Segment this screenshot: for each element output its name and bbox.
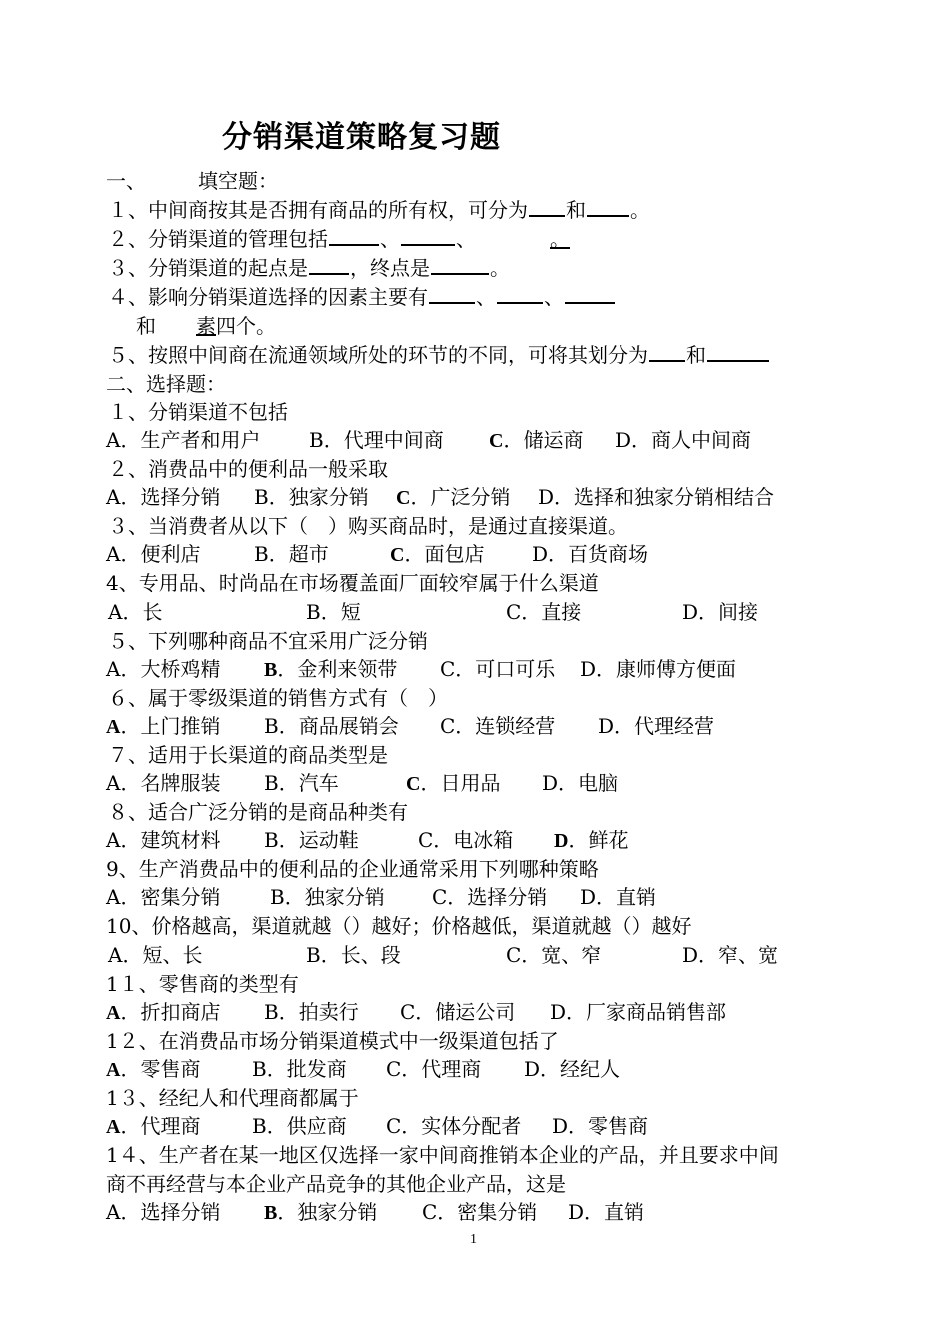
option-b — [264, 655, 440, 684]
option-text: ．代理商 — [120, 1114, 201, 1138]
option-a: A．密集分销 — [106, 885, 221, 909]
option-letter: C — [489, 430, 504, 452]
option-d: D．选择和独家分销相结合 — [538, 485, 775, 509]
q-text: 素 — [196, 314, 216, 338]
choice-question-1: １、分销渠道不包括 — [108, 400, 288, 424]
option-c: C．电冰箱 — [418, 828, 514, 852]
blank — [309, 255, 349, 275]
choice-options-10 — [108, 941, 778, 969]
fill-question-1 — [108, 196, 650, 224]
option-d: D．电脑 — [542, 771, 619, 795]
choice-options-5 — [106, 655, 736, 684]
choice-question-2: ２、消费品中的便利品一般采取 — [108, 457, 388, 481]
choice-question-11: 1１、零售商的类型有 — [106, 972, 299, 996]
q-text: ，终点是 — [350, 256, 430, 280]
option-c: C．储运公司 — [400, 1000, 516, 1024]
choice-options-13 — [106, 1112, 648, 1141]
option-d: D．代理经营 — [598, 714, 715, 738]
option-d: D．直销 — [580, 885, 657, 909]
q-text: 。 — [630, 198, 650, 222]
option-c: C．代理商 — [386, 1057, 482, 1081]
fill-question-4 — [108, 283, 616, 311]
option-text: ．独家分销 — [277, 1200, 378, 1224]
option-d: D．直销 — [568, 1200, 645, 1224]
fill-question-3 — [108, 254, 510, 282]
blank — [649, 342, 685, 362]
option-a — [106, 1055, 252, 1084]
option-c: C．选择分销 — [432, 885, 548, 909]
section1-heading — [106, 167, 278, 195]
q-text: 、 — [544, 285, 564, 309]
option-b: B．运动鞋 — [264, 828, 359, 852]
q-text: 和 — [686, 343, 706, 367]
blank — [529, 197, 565, 217]
option-b: B．代理中间商 — [309, 428, 444, 452]
choice-options-1 — [106, 426, 751, 455]
choice-options-14 — [106, 1198, 644, 1227]
option-text: ．储运商 — [503, 428, 584, 452]
choice-options-8 — [106, 826, 628, 855]
fill-question-5 — [108, 341, 770, 369]
option-a: A．大桥鸡精 — [106, 657, 221, 681]
option-d: D．窄、宽 — [682, 943, 779, 967]
choice-question-5: ５、下列哪种商品不宜采用广泛分销 — [108, 629, 428, 653]
option-letter: D — [554, 830, 569, 852]
option-b: B．长、段 — [306, 943, 401, 967]
option-b: B．拍卖行 — [264, 1000, 359, 1024]
choice-options-2 — [106, 483, 774, 512]
option-a: A．短、长 — [108, 943, 203, 967]
option-b: B．汽车 — [264, 771, 339, 795]
page-number: 1 — [470, 1232, 477, 1247]
option-text: ．金利来领带 — [277, 657, 398, 681]
choice-options-7 — [106, 769, 618, 798]
option-a: A．建筑材料 — [106, 828, 221, 852]
option-c: C．连锁经营 — [440, 714, 556, 738]
q-text: ４、影响分销渠道选择的因素主要有 — [108, 285, 428, 309]
blank — [587, 197, 629, 217]
blank — [429, 284, 475, 304]
q-text: 。 — [550, 227, 570, 251]
option-d: D．间接 — [682, 600, 759, 624]
q-text: ２、分销渠道的管理包括 — [108, 227, 328, 251]
option-text: ．鲜花 — [568, 828, 629, 852]
option-c: C．密集分销 — [422, 1200, 538, 1224]
option-c — [406, 769, 542, 798]
q-text: １、中间商按其是否拥有商品的所有权，可分为 — [108, 198, 528, 222]
choice-options-12 — [106, 1055, 620, 1084]
choice-question-8: ８、适合广泛分销的是商品种类有 — [108, 800, 408, 824]
option-c: C．宽、窄 — [506, 943, 602, 967]
choice-question-14: 1４、生产者在某一地区仅选择一家中间商推销本企业的产品，并且要求中间 — [106, 1143, 779, 1167]
choice-question-10: 10、价格越高，渠道就越（）越好；价格越低，渠道就越（）越好 — [106, 914, 692, 938]
option-letter: A — [106, 1059, 121, 1081]
option-a — [106, 712, 264, 741]
q-text: 。 — [490, 256, 510, 280]
option-b: B．短 — [306, 600, 361, 624]
blank — [431, 255, 489, 275]
option-b — [264, 1198, 422, 1227]
choice-options-9 — [106, 883, 656, 911]
option-b: B．批发商 — [252, 1057, 347, 1081]
blank — [497, 284, 543, 304]
option-text: ．广泛分销 — [410, 485, 511, 509]
blank — [329, 226, 379, 246]
option-letter: A — [106, 1116, 121, 1138]
choice-question-12: 1２、在消费品市场分销渠道模式中一级渠道包括了 — [106, 1029, 559, 1053]
option-letter: C — [406, 773, 421, 795]
option-b: B．超市 — [254, 542, 329, 566]
fill-question-2 — [108, 225, 578, 253]
option-a: A．生产者和用户 — [106, 428, 261, 452]
document-title: 分销渠道策略复习题 — [222, 120, 501, 155]
q-text: 和 — [566, 198, 586, 222]
choice-question-3: ３、当消费者从以下（ ）购买商品时，是通过直接渠道。 — [108, 514, 628, 538]
underlined-text — [156, 314, 216, 338]
option-letter: C — [390, 544, 405, 566]
option-a: A．便利店 — [106, 542, 201, 566]
choice-options-11 — [106, 998, 726, 1027]
q-text: 四个。 — [216, 314, 276, 338]
option-b: B．独家分销 — [254, 485, 369, 509]
option-c — [396, 483, 538, 512]
option-b: B．供应商 — [252, 1114, 347, 1138]
option-c: C．可口可乐 — [440, 657, 556, 681]
fill-question-4-cont — [136, 312, 276, 340]
underlined-blank — [476, 227, 578, 251]
option-d: D．商人中间商 — [615, 428, 752, 452]
option-text: ．零售商 — [120, 1057, 201, 1081]
option-a — [106, 998, 264, 1027]
q-text: 、 — [456, 227, 476, 251]
option-a — [106, 1112, 252, 1141]
choice-options-3 — [106, 540, 648, 569]
section1-label: 填空题： — [198, 169, 278, 193]
option-letter: A — [106, 716, 121, 738]
option-b: B．独家分销 — [270, 885, 385, 909]
option-c: C．直接 — [506, 600, 582, 624]
choice-question-13: 1３、经纪人和代理商都属于 — [106, 1086, 359, 1110]
option-d: D．百货商场 — [532, 542, 649, 566]
option-d: D．经纪人 — [524, 1057, 621, 1081]
option-b: B．商品展销会 — [264, 714, 399, 738]
choice-options-4 — [108, 598, 758, 626]
q-text: 、 — [380, 227, 400, 251]
blank — [565, 284, 615, 304]
option-a: A．选择分销 — [106, 485, 221, 509]
option-d: D．康师傅方便面 — [580, 657, 737, 681]
option-d: D．厂家商品销售部 — [550, 1000, 727, 1024]
option-text: ．面包店 — [404, 542, 485, 566]
option-letter: C — [396, 487, 411, 509]
option-c: C．实体分配者 — [386, 1114, 522, 1138]
option-a: A．长 — [108, 600, 163, 624]
option-letter: B — [264, 1202, 278, 1224]
option-letter: B — [264, 659, 278, 681]
q-text: ３、分销渠道的起点是 — [108, 256, 308, 280]
q-text: 和 — [136, 314, 156, 338]
section1-number: 一、 — [106, 169, 146, 193]
blank — [401, 226, 455, 246]
option-a: A．选择分销 — [106, 1200, 221, 1224]
option-c — [390, 540, 532, 569]
choice-question-6: ６、属于零级渠道的销售方式有（ ） — [108, 686, 448, 710]
choice-question-14-cont: 商不再经营与本企业产品竞争的其他企业产品，这是 — [106, 1172, 566, 1196]
option-a: A．名牌服装 — [106, 771, 221, 795]
choice-options-6 — [106, 712, 714, 741]
choice-question-9: 9、生产消费品中的便利品的企业通常采用下列哪种策略 — [106, 857, 599, 881]
option-letter: A — [106, 1002, 121, 1024]
option-d — [554, 826, 628, 855]
blank — [707, 342, 769, 362]
section2-heading: 二、选择题： — [106, 372, 226, 396]
option-text: ．上门推销 — [120, 714, 221, 738]
q-text: 、 — [476, 285, 496, 309]
option-text: ．折扣商店 — [120, 1000, 221, 1024]
option-text: ．日用品 — [420, 771, 501, 795]
choice-question-7: ７、适用于长渠道的商品类型是 — [108, 743, 388, 767]
option-d: D．零售商 — [552, 1114, 649, 1138]
choice-question-4: 4、专用品、时尚品在市场覆盖面厂面较窄属于什么渠道 — [106, 571, 599, 595]
q-text: ５、按照中间商在流通领域所处的环节的不同，可将其划分为 — [108, 343, 648, 367]
option-c — [489, 426, 615, 455]
